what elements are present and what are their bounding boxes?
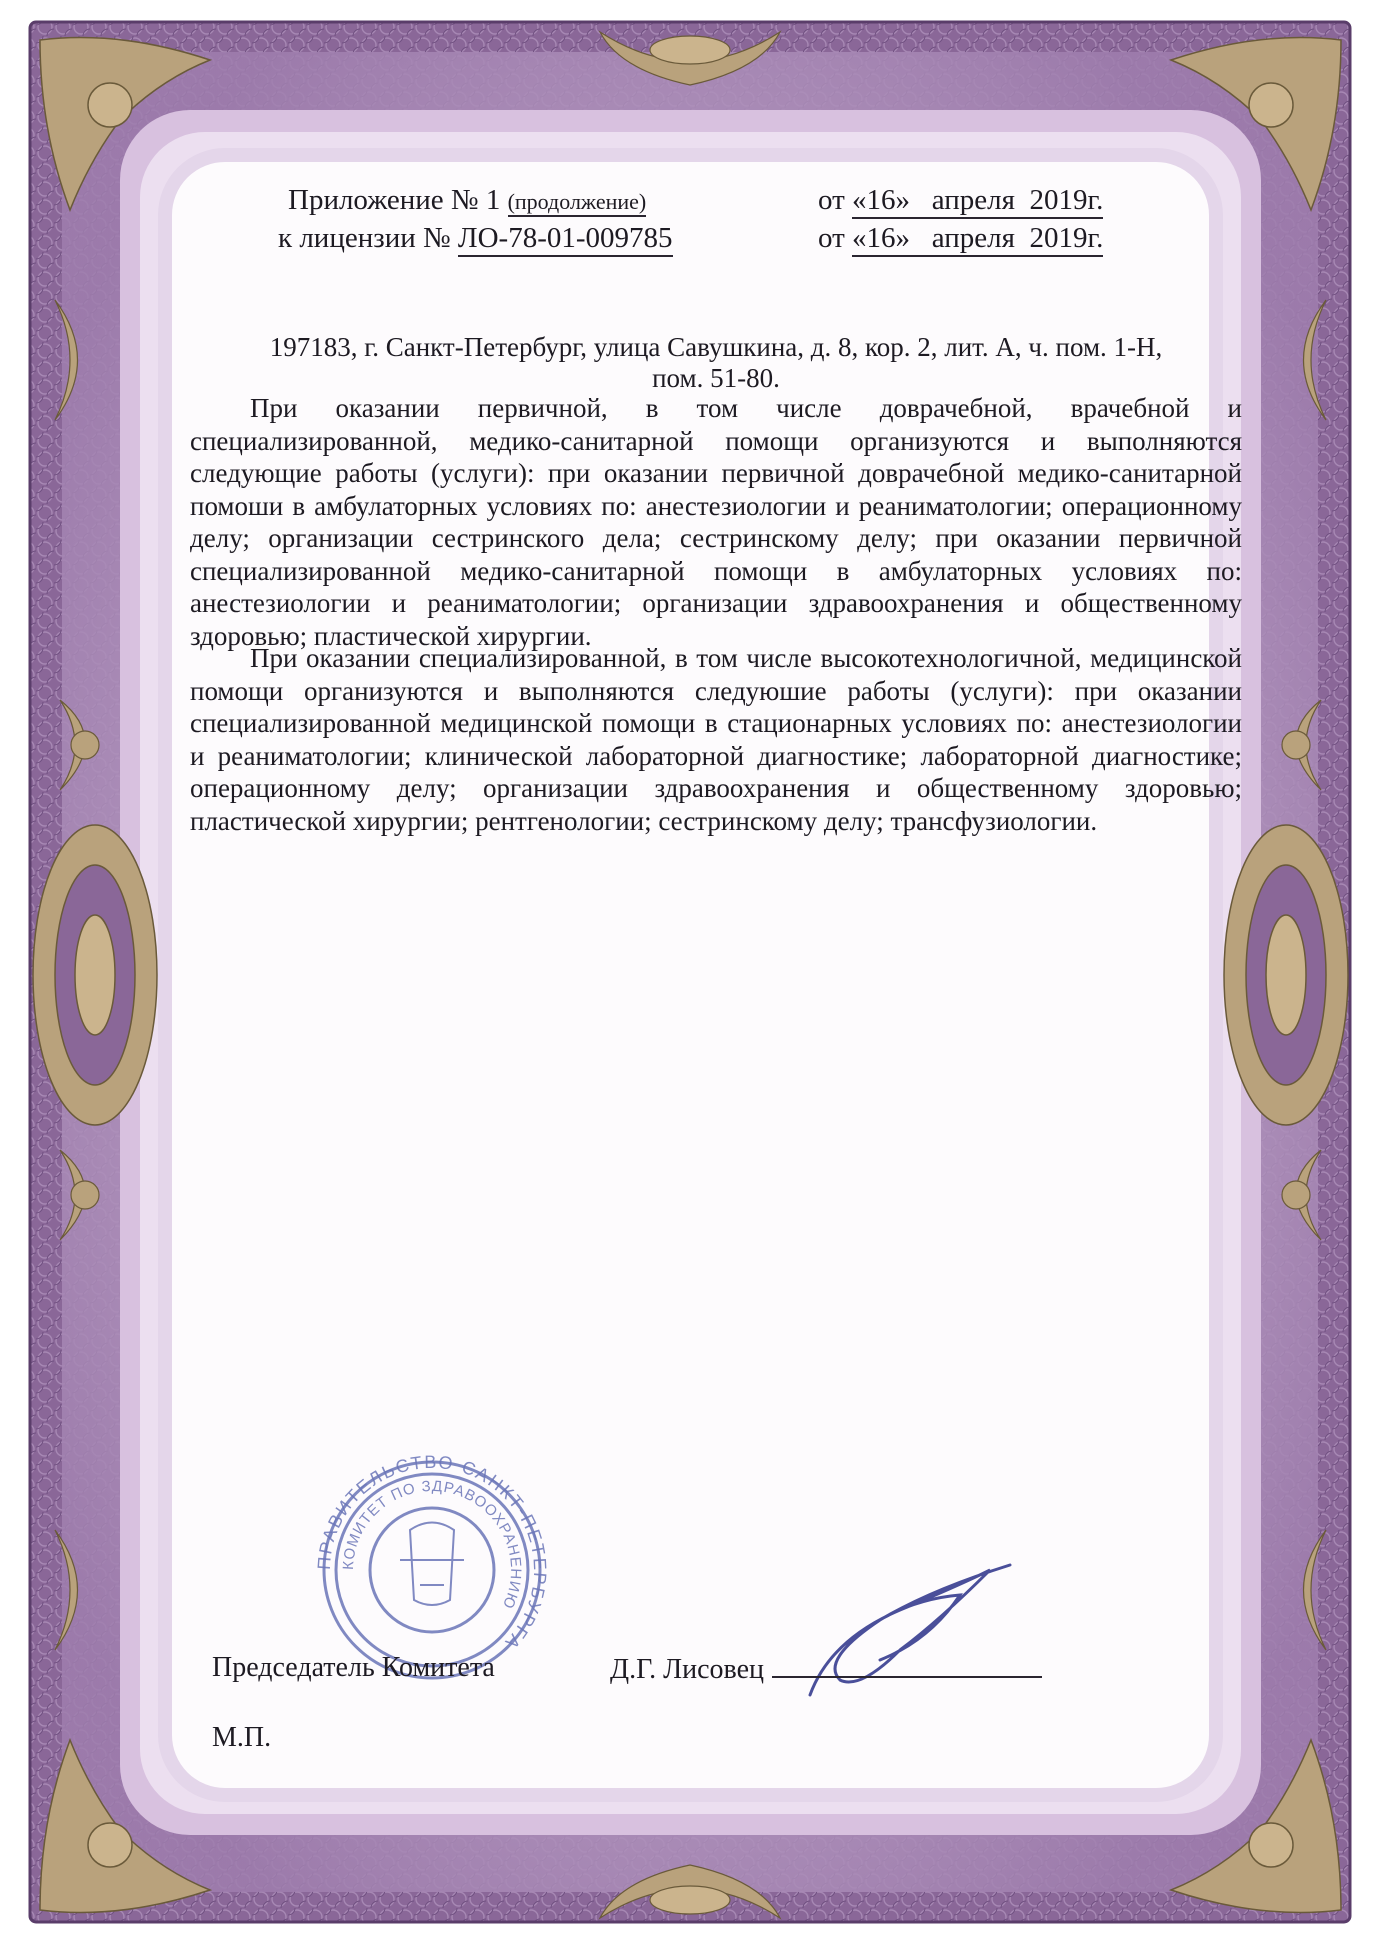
date-prefix-1: от xyxy=(818,184,845,216)
stamp-place-label: М.П. xyxy=(212,1722,272,1753)
address-line-1: 197183, г. Санкт-Петербург, улица Савушкина, д. 8, кор. 2, лит. А, ч. пом. 1-Н, xyxy=(269,332,1163,362)
date-line-1 xyxy=(818,184,1103,217)
signatory-position: Председатель Комитета xyxy=(212,1652,495,1683)
appendix-label: Приложение № 1 xyxy=(288,184,501,216)
signatory-name-block xyxy=(610,1652,1042,1686)
stamp-outer-text: ПРАВИТЕЛЬСТВО САНКТ-ПЕТЕРБУРГА xyxy=(313,1451,551,1654)
issue-date-1: «16» апреля 2019г. xyxy=(852,184,1103,219)
date-prefix-2: от xyxy=(818,222,845,254)
signatory-name: Д.Г. Лисовец xyxy=(610,1654,764,1685)
license-number-sign: № xyxy=(423,222,451,254)
address-line-2: пом. 51-80. xyxy=(652,363,780,393)
stamp-inner-text: КОМИТЕТ ПО ЗДРАВООХРАНЕНИЮ xyxy=(339,1477,525,1612)
continuation-note: (продолжение) xyxy=(508,189,647,217)
issue-date-2: «16» апреля 2019г. xyxy=(852,222,1103,257)
signature-line xyxy=(772,1652,1042,1678)
appendix-header xyxy=(288,184,646,217)
date-line-2 xyxy=(818,222,1103,255)
paragraph-primary-care: При оказании первичной, в том числе доврачебной, врачебной и специализированной, медико-санитарной помощи организуются и выполняются следующие работы (услуги): при оказании первичной доврачебной медико-санитарной помоши в амбулаторных условиях по: анестезиологии и реаниматологии; операционному делу; организации сестринского дела; сестринскому делу; при оказании первичной специализированной медико-санитарной помощи в амбулаторных условиях по: анестезиологии и реаниматологии; организации здравоохранения и общественному здоровью; пластической хирургии. xyxy=(190,393,1242,651)
license-label: к лицензии xyxy=(278,222,416,254)
paragraph-specialized-care: При оказании специализированной, в том числе высокотехнологичной, медицинской помощи организуются и выполняются следуюшие работы (услуги): при оказании специализированной медицинской помощи в стационарных условиях по: анестезиологии и реаниматологии; клинической лабораторной диагностике; лабораторной диагностике; операционному делу; организации здравоохранения и общественному здоровью; пластической хирургии; рентгенологии; сестринскому делу; трансфузиологии. xyxy=(190,643,1242,836)
license-number: ЛО-78-01-009785 xyxy=(458,222,673,257)
license-header xyxy=(278,222,673,255)
